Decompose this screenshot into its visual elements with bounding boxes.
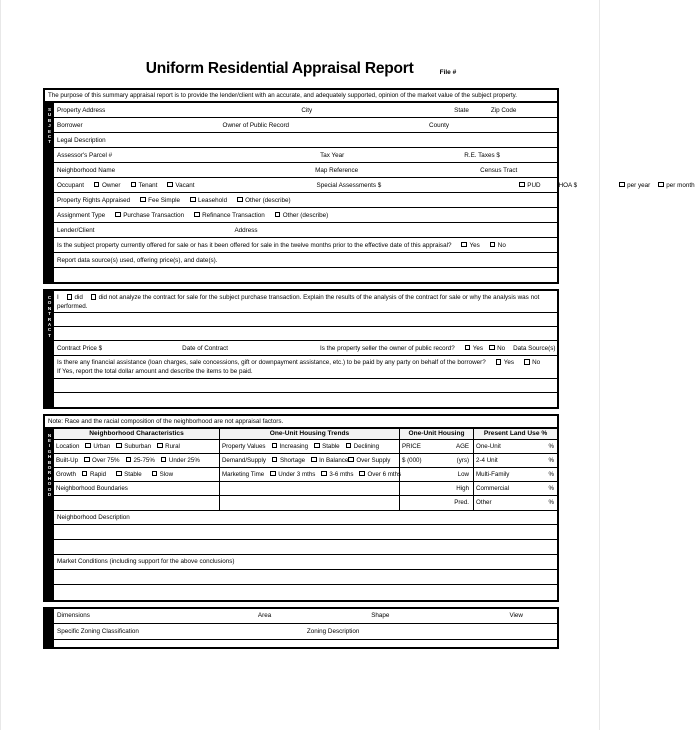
contract-blank-row[interactable] (54, 327, 557, 341)
special-assessments-label: Special Assessments $ (316, 181, 382, 189)
checkbox-icon[interactable] (321, 471, 327, 477)
owner-of-public-record-label: Owner of Public Record (222, 121, 290, 129)
table-row[interactable] (400, 496, 473, 510)
table-row (54, 223, 557, 238)
hoa-label: HOA $ (558, 181, 578, 189)
view-label: View (509, 612, 523, 619)
option-label: Yes (469, 241, 480, 249)
checkbox-icon[interactable] (94, 182, 100, 188)
neighborhood-grid (54, 429, 557, 510)
checkbox-values-increasing[interactable] (272, 443, 309, 450)
checkbox-growth-stable[interactable] (116, 471, 142, 478)
table-row[interactable] (400, 482, 473, 496)
option-label: Purchase Transaction (123, 211, 185, 219)
checkbox-icon[interactable] (131, 182, 137, 188)
map-reference-label: Map Reference (315, 166, 359, 174)
table-row (54, 468, 219, 482)
checkbox-occupant-vacant[interactable] (167, 182, 194, 189)
option-label: Shortage (279, 456, 306, 464)
pred-label: Pred. (454, 499, 470, 506)
contract-blank-row[interactable] (54, 313, 557, 327)
column-header: Neighborhood Characteristics (54, 429, 219, 440)
checkbox-icon[interactable] (126, 457, 132, 463)
checkbox-offered-yes[interactable] (461, 242, 479, 249)
checkbox-fee-simple[interactable] (140, 197, 180, 204)
table-row[interactable] (474, 440, 557, 454)
contract-blank-row[interactable] (54, 393, 557, 407)
checkbox-icon[interactable] (157, 443, 163, 449)
option-label: 3-6 mths (329, 470, 354, 478)
site-section-tab (45, 609, 54, 647)
market-conditions-label: Market Conditions (including support for the above conclusions) (57, 558, 235, 565)
option-label: In Balance (319, 456, 349, 464)
option-label: Over Supply (356, 456, 391, 464)
checkbox-financial-no[interactable] (524, 358, 540, 367)
checkbox-icon[interactable] (346, 443, 352, 449)
checkbox-icon[interactable] (161, 457, 167, 463)
table-row (400, 440, 473, 454)
option-label: No (497, 241, 506, 249)
checkbox-icon[interactable] (167, 182, 173, 188)
area-label: Area (257, 612, 272, 619)
checkbox-growth-rapid[interactable] (82, 471, 106, 478)
state-label: State (454, 106, 469, 114)
checkbox-icon[interactable] (489, 345, 495, 351)
zoning-description-label: Zoning Description (306, 627, 360, 635)
checkbox-icon[interactable] (91, 294, 97, 300)
checkbox-icon[interactable] (85, 443, 91, 449)
table-row (54, 133, 557, 148)
checkbox-assignment-other[interactable] (275, 212, 329, 219)
table-row (54, 454, 219, 468)
report-data-sources-label: Report data source(s) used, offering price(s), and date(s). (57, 256, 218, 264)
checkbox-marketing-over6[interactable] (359, 471, 401, 478)
address-label: Address (234, 226, 258, 234)
checkbox-icon[interactable] (311, 457, 317, 463)
checkbox-icon[interactable] (524, 359, 530, 365)
tax-year-label: Tax Year (320, 151, 345, 159)
land-use-label: Commercial (476, 484, 510, 492)
checkbox-icon[interactable] (275, 212, 281, 218)
percent-sign: % (548, 442, 554, 450)
census-tract-label: Census Tract (480, 166, 518, 174)
checkbox-builtup-25-75[interactable] (126, 457, 155, 464)
percent-sign: % (548, 499, 554, 506)
zip-code-label: Zip Code (490, 106, 517, 114)
option-label: PUD (527, 181, 541, 189)
checkbox-values-stable[interactable] (314, 443, 340, 450)
option-label: Other (describe) (282, 211, 329, 219)
table-row[interactable] (474, 454, 557, 468)
row-label: Growth (56, 470, 76, 478)
option-label: Yes (472, 344, 484, 352)
option-label: Under 3 mths (278, 470, 316, 478)
subject-section-tab: S U B J E C T (45, 103, 54, 282)
option-label: Tenant (138, 181, 158, 189)
contract-section (43, 289, 559, 409)
checkbox-icon[interactable] (152, 471, 158, 477)
market-conditions-row (54, 555, 557, 570)
table-row (54, 253, 557, 268)
neighborhood-boundaries-blank[interactable] (54, 496, 219, 510)
cut-off-row (54, 639, 557, 647)
percent-sign: % (548, 470, 554, 478)
checkbox-icon[interactable] (272, 457, 278, 463)
neighborhood-description-label: Neighborhood Description (57, 513, 130, 521)
option-label: No (532, 359, 541, 367)
assessors-parcel-label: Assessor's Parcel # (57, 151, 113, 159)
checkbox-values-declining[interactable] (346, 443, 379, 450)
race-note: Note: Race and the racial composition of the neighborhood are not appraisal factors. (45, 416, 557, 429)
checkbox-icon[interactable] (272, 443, 278, 449)
checkbox-icon[interactable] (496, 359, 502, 365)
percent-sign: % (548, 484, 554, 492)
checkbox-location-urban[interactable] (85, 443, 110, 450)
offered-for-sale-question: Is the subject property currently offered for sale or has it been offered for sale in the twelve months prior to the effective date of this appraisal? (57, 241, 452, 249)
checkbox-icon[interactable] (658, 182, 664, 188)
checkbox-icon[interactable] (115, 212, 121, 218)
row-label: Location (56, 442, 80, 450)
option-label: Slow (159, 470, 174, 478)
checkbox-refinance-transaction[interactable] (194, 212, 265, 219)
checkbox-icon[interactable] (359, 471, 365, 477)
price-label: PRICE (401, 442, 421, 450)
data-sources-label: Data Source(s) (513, 344, 556, 352)
specific-zoning-classification-label: Specific Zoning Classification (57, 627, 139, 635)
one-unit-housing-column (400, 429, 474, 510)
option-label: did (74, 294, 83, 301)
city-label: City (301, 106, 313, 114)
option-label: per month (666, 181, 695, 189)
checkbox-pud[interactable] (519, 182, 540, 189)
age-label: AGE (455, 442, 470, 450)
assignment-type-label: Assignment Type (57, 211, 106, 219)
table-row (220, 468, 402, 482)
checkbox-demand-shortage[interactable] (272, 457, 305, 464)
land-use-label: One-Unit (476, 442, 501, 450)
checkbox-builtup-over75[interactable] (84, 457, 120, 464)
checkbox-growth-slow[interactable] (152, 471, 173, 478)
contract-analysis-row (54, 291, 557, 313)
checkbox-builtup-under25[interactable] (161, 457, 200, 464)
report-title-bar (1, 60, 601, 78)
occupant-label: Occupant (57, 181, 84, 189)
row-label: Demand/Supply (221, 456, 266, 464)
table-row (54, 178, 695, 193)
option-label: Other (describe) (245, 196, 291, 204)
checkbox-location-rural[interactable] (157, 443, 180, 450)
table-row[interactable] (400, 468, 473, 482)
option-label: Suburban (124, 442, 152, 450)
table-row (400, 454, 473, 468)
county-label: County (429, 121, 449, 129)
table-row (54, 193, 557, 208)
present-land-use-column (474, 429, 557, 510)
table-row (54, 163, 557, 178)
table-row (54, 609, 557, 624)
neighborhood-description-row (54, 510, 557, 525)
housing-trends-column (220, 429, 400, 510)
financial-assistance-line-2: If Yes, report the total dollar amount and describe the items to be paid. (57, 368, 253, 376)
checkbox-marketing-3-6[interactable] (321, 471, 353, 478)
option-label: per year (627, 181, 651, 189)
checkbox-icon[interactable] (116, 443, 122, 449)
checkbox-icon[interactable] (348, 457, 354, 463)
checkbox-per-year[interactable] (619, 182, 650, 189)
percent-sign: % (548, 456, 554, 464)
checkbox-demand-over-supply[interactable] (348, 457, 390, 464)
checkbox-purchase-transaction[interactable] (115, 212, 184, 219)
column-header: Present Land Use % (474, 429, 557, 440)
low-label: Low (457, 470, 470, 478)
option-label: Increasing (279, 442, 309, 450)
subject-blank-row[interactable] (54, 268, 557, 282)
neighborhood-description-blank[interactable] (54, 525, 557, 540)
table-row[interactable] (474, 482, 557, 496)
checkbox-icon[interactable] (116, 471, 122, 477)
table-row (220, 440, 399, 454)
checkbox-icon[interactable] (461, 242, 467, 248)
land-use-label: Multi-Family (476, 470, 510, 478)
checkbox-icon[interactable] (237, 197, 243, 203)
neighborhood-description-blank[interactable] (54, 540, 557, 555)
option-label: Under 25% (168, 456, 200, 464)
checkbox-marketing-under3[interactable] (270, 471, 315, 478)
option-label: Fee Simple (148, 196, 181, 204)
checkbox-property-rights-other[interactable] (237, 197, 291, 204)
financial-assistance-question: Is there any financial assistance (loan charges, sale concessions, gift or downpayment assistance, etc.) to be paid by any party on behalf of the borrower? (57, 359, 486, 367)
checkbox-icon[interactable] (190, 197, 196, 203)
checkbox-occupant-tenant[interactable] (131, 182, 158, 189)
option-label: Rural (165, 442, 180, 450)
checkbox-icon[interactable] (519, 182, 525, 188)
page-title: Uniform Residential Appraisal Report (145, 60, 414, 77)
checkbox-seller-no[interactable] (489, 345, 505, 352)
price-unit-label: $ (000) (401, 456, 422, 464)
seller-owner-question: Is the property seller the owner of public record? (320, 344, 455, 352)
option-label: Vacant (175, 181, 195, 189)
checkbox-icon[interactable] (140, 197, 146, 203)
checkbox-per-month[interactable] (658, 182, 694, 189)
table-row (220, 454, 399, 468)
checkbox-financial-yes[interactable] (496, 358, 514, 367)
row-label: Property Values (221, 442, 266, 450)
site-section (43, 607, 559, 649)
file-number-label: File # (439, 68, 457, 76)
checkbox-did-not[interactable] (91, 293, 540, 302)
option-label: Stable (124, 470, 142, 478)
analyze-prefix: I (57, 294, 59, 301)
neighborhood-name-label: Neighborhood Name (57, 166, 116, 174)
table-row (54, 103, 557, 118)
option-label: Declining (353, 442, 380, 450)
property-rights-appraised-label: Property Rights Appraised (57, 196, 131, 204)
checkbox-icon[interactable] (194, 212, 200, 218)
property-address-label: Property Address (57, 106, 106, 114)
table-row[interactable] (474, 468, 557, 482)
column-header: One-Unit Housing Trends (220, 429, 399, 440)
contract-blank-row[interactable] (54, 379, 557, 393)
checkbox-demand-in-balance[interactable] (311, 457, 348, 464)
neighborhood-section (43, 414, 559, 602)
dimensions-label: Dimensions (57, 612, 90, 619)
option-label: Urban (93, 442, 111, 450)
purpose-statement: The purpose of this summary appraisal report is to provide the lender/client with an accurate, and adequately supported, opinion of the market value of the subject property. (45, 90, 557, 103)
option-label: Over 6 mths (367, 470, 402, 478)
financial-assistance-row (54, 356, 557, 378)
date-of-contract-label: Date of Contract (182, 344, 229, 352)
table-row (54, 238, 557, 253)
checkbox-seller-yes[interactable] (465, 345, 483, 352)
checkbox-did[interactable] (67, 293, 83, 302)
subject-section (43, 88, 695, 284)
lender-client-label: Lender/Client (57, 226, 95, 234)
checkbox-icon[interactable] (490, 242, 496, 248)
table-row (54, 118, 557, 133)
high-label: High (456, 484, 470, 492)
row-label: Marketing Time (221, 470, 265, 478)
appraisal-form (43, 88, 695, 649)
checkbox-icon[interactable] (67, 294, 73, 300)
table-row (54, 208, 557, 223)
borrower-label: Borrower (57, 121, 83, 129)
checkbox-offered-no[interactable] (490, 242, 506, 249)
checkbox-occupant-owner[interactable] (94, 182, 121, 189)
shape-label: Shape (371, 612, 390, 619)
age-unit-label: (yrs) (456, 456, 470, 464)
legal-description-label: Legal Description (57, 136, 106, 144)
table-row (54, 440, 219, 454)
contract-price-label: Contract Price $ (57, 344, 103, 352)
trends-blank-row[interactable] (220, 482, 399, 496)
analyze-line-2: performed. (57, 303, 88, 311)
neighborhood-boundaries-row (54, 482, 219, 496)
neighborhood-characteristics-column (54, 429, 220, 510)
column-header: One-Unit Housing (400, 429, 473, 440)
table-row (54, 624, 557, 639)
option-label: Rapid (89, 470, 107, 478)
neighborhood-section-tab: N E I G H B O R H O O D (45, 429, 54, 600)
market-conditions-blank[interactable] (54, 585, 557, 600)
checkbox-icon[interactable] (465, 345, 471, 351)
option-label: Refinance Transaction (202, 211, 265, 219)
option-label: did not analyze the contract for sale for the subject purchase transaction. Explain the results of the analysis of the contract for sale or why the analysis was not (98, 294, 540, 301)
table-row[interactable] (474, 496, 557, 510)
table-row (54, 148, 557, 163)
row-label: Built-Up (56, 456, 79, 464)
option-label: 25-75% (133, 456, 155, 464)
option-label: No (497, 344, 506, 352)
land-use-label: 2-4 Unit (476, 456, 498, 464)
checkbox-icon[interactable] (314, 443, 320, 449)
option-label: Stable (322, 442, 340, 450)
contract-section-tab: C O N T R A C T (45, 291, 54, 407)
re-taxes-label: R.E. Taxes $ (464, 151, 500, 159)
option-label: Yes (503, 359, 515, 367)
trends-blank-row[interactable] (220, 496, 399, 510)
option-label: Leasehold (198, 196, 228, 204)
checkbox-icon[interactable] (270, 471, 276, 477)
checkbox-icon[interactable] (82, 471, 88, 477)
checkbox-icon[interactable] (84, 457, 90, 463)
checkbox-leasehold[interactable] (190, 197, 227, 204)
checkbox-location-suburban[interactable] (116, 443, 151, 450)
checkbox-icon[interactable] (619, 182, 625, 188)
market-conditions-blank[interactable] (54, 570, 557, 585)
option-label: Over 75% (92, 456, 120, 464)
option-label: Owner (101, 181, 121, 189)
table-row (54, 341, 557, 356)
land-use-label: Other (476, 499, 492, 506)
boundaries-label: Neighborhood Boundaries (56, 484, 128, 492)
